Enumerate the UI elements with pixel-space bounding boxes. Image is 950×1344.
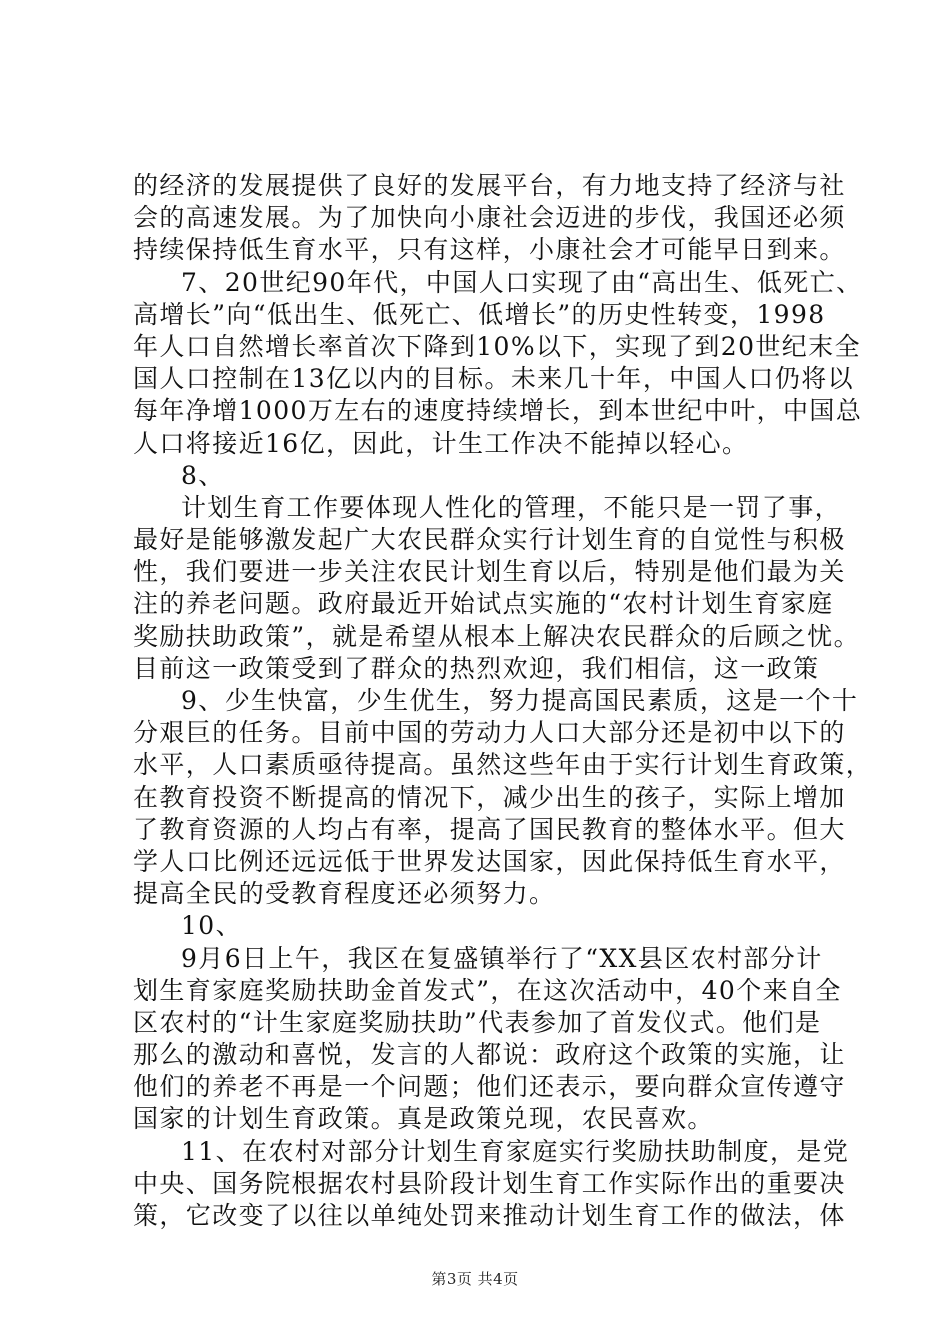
text-line: 目前这一政策受到了群众的热烈欢迎，我们相信，这一政策 — [133, 653, 820, 683]
text-line: 9月6日上午，我区在复盛镇举行了“XX县区农村部分计 — [181, 943, 823, 973]
text-line: 提高全民的受教育程度还必须努力。 — [133, 879, 556, 909]
text-line: 国人口控制在13亿以内的目标。未来几十年，中国人口仍将以 — [133, 364, 855, 394]
text-line: 人口将接近16亿，因此，计生工作决不能掉以轻心。 — [133, 428, 749, 458]
text-line: 会的高速发展。为了加快向小康社会迈进的步伐，我国还必须 — [133, 203, 846, 233]
text-line: 划生育家庭奖励扶助金首发式”，在这次活动中，40个来自全 — [133, 975, 842, 1005]
text-line: 学人口比例还远远低于世界发达国家，因此保持低生育水平， — [133, 846, 846, 876]
text-line: 每年净增1000万左右的速度持续增长，到本世纪中叶，中国总 — [133, 396, 863, 426]
text-line: 水平，人口素质亟待提高。虽然这些年由于实行计划生育政策， — [133, 750, 873, 780]
text-line: 9、少生快富，少生优生，努力提高国民素质，这是一个十 — [181, 686, 859, 715]
text-line: 的经济的发展提供了良好的发展平台，有力地支持了经济与社 — [133, 171, 846, 200]
text-line: 那么的激动和喜悦，发言的人都说：政府这个政策的实施，让 — [133, 1040, 846, 1070]
text-line: 10、 — [181, 911, 243, 941]
text-line: 持续保持低生育水平，只有这样，小康社会才可能早日到来。 — [133, 235, 846, 265]
text-line: 高增长”向“低出生、低死亡、低增长”的历史性转变，1998 — [133, 299, 826, 329]
text-line: 计划生育工作要体现人性化的管理，不能只是一罚了事， — [181, 492, 842, 522]
text-line: 奖励扶助政策”，就是希望从根本上解决农民群众的后顾之忧。 — [133, 621, 860, 651]
text-line: 国家的计划生育政策。真是政策兑现，农民喜欢。 — [133, 1104, 714, 1134]
text-line: 注的养老问题。政府最近开始试点实施的“农村计划生育家庭 — [133, 589, 834, 619]
document-body — [133, 170, 873, 1232]
text-line: 中央、国务院根据农村县阶段计划生育工作实际作出的重要决 — [133, 1168, 846, 1198]
text-line: 策，它改变了以往以单纯处罚来推动计划生育工作的做法，体 — [133, 1201, 846, 1230]
text-line: 7、20世纪90年代，中国人口实现了由“高出生、低死亡、 — [181, 267, 863, 297]
page-number-footer: 第3页 共4页 — [431, 1270, 519, 1288]
text-line: 年人口自然增长率首次下降到10%以下，实现了到20世纪末全 — [133, 331, 861, 361]
text-line: 了教育资源的人均占有率，提高了国民教育的整体水平。但大 — [133, 814, 846, 844]
text-line: 分艰巨的任务。目前中国的劳动力人口大部分还是初中以下的 — [133, 718, 846, 748]
text-line: 区农村的“计生家庭奖励扶助”代表参加了首发仪式。他们是 — [133, 1007, 822, 1037]
text-line: 他们的养老不再是一个问题；他们还表示，要向群众宣传遵守 — [133, 1072, 846, 1102]
text-line: 性，我们要进一步关注农民计划生育以后，特别是他们最为关 — [133, 557, 846, 587]
text-line: 11、在农村对部分计划生育家庭实行奖励扶助制度，是党 — [181, 1136, 850, 1166]
text-line: 8、 — [181, 460, 225, 490]
text-line: 最好是能够激发起广大农民群众实行计划生育的自觉性与积极 — [133, 525, 846, 555]
text-line: 在教育投资不断提高的情况下，减少出生的孩子，实际上增加 — [133, 782, 846, 812]
